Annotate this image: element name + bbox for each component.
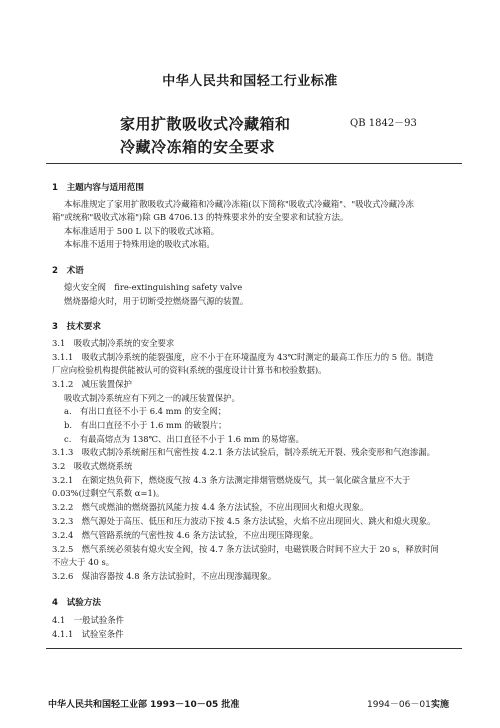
- section-1-para1-line2: 箱"或统称"吸收式冰箱")除 GB 4706.13 的特殊要求外的安全要求和试验方法。: [52, 212, 349, 222]
- list-item-b: b. 有出口直径不小于 1.6 mm 的破裂片；: [64, 420, 227, 430]
- clause-3-1: 3.1 吸收式制冷系统的安全要求: [52, 338, 175, 348]
- clause-4-1-1: 4.1.1 试验室条件: [52, 629, 124, 639]
- clause-3-1-2: 3.1.2 减压装置保护: [52, 379, 132, 389]
- clause-3-2-1-line1: 3.2.1 在额定热负荷下，燃烧废气按 4.3 条方法测定排烟管燃烧废气，其一氧化碳含量应不大于: [52, 475, 411, 485]
- clause-3-1-2-intro: 吸收式制冷系统应有下列之一的减压装置保护。: [64, 393, 240, 403]
- issuer-title: 中华人民共和国轻工行业标准: [162, 74, 338, 89]
- implementation-label: 实施: [431, 700, 450, 710]
- term-entry: 熄火安全阀 fire-extinguishing safety valve: [64, 282, 243, 292]
- header-rule: [46, 163, 462, 164]
- approval-statement: 中华人民共和国轻工业部 1993－10－05 批准: [48, 700, 240, 710]
- standard-number: QB 1842－93: [350, 118, 417, 129]
- footer-rule: [46, 648, 462, 649]
- clause-3-1-1-line1: 3.1.1 吸收式制冷系统的能裂强度，应不小于在环境温度为 43℃时测定的最高工作压力的 5 倍。制造: [52, 352, 434, 362]
- clause-3-2-4: 3.2.4 燃气管路系统的气密性按 4.6 条方法试验，不应出现压降现象。: [52, 530, 319, 540]
- section-2-heading: 2 术语: [52, 266, 84, 276]
- clause-3-1-1-line2: 厂应向检验机构提供能被认可的资料(系统的强度设计计算书和校验数据)。: [52, 365, 327, 375]
- clause-3-2-3: 3.2.3 燃气源处于高压、低压和压力波动下按 4.5 条方法试验，火焰不应出现回火、跳火和熄火现象。: [52, 516, 436, 526]
- section-3-heading: 3 技术要求: [52, 322, 101, 332]
- clause-3-1-3: 3.1.3 吸收式制冷系统耐压和气密性按 4.2.1 条方法试验后，制冷系统无开裂、残余变形和气泡渗漏。: [52, 447, 435, 457]
- clause-3-2-5-line1: 3.2.5 燃气系统必须装有熄火安全阀，按 4.7 条方法试验时，电磁铁吸合时间不应大于 20 s，释放时间: [52, 544, 439, 554]
- section-4-heading: 4 试验方法: [52, 598, 101, 608]
- implementation-date: 1994－06－01: [367, 700, 431, 710]
- clause-3-2-1-line2: 0.03%(过剩空气系数 α=1)。: [52, 488, 165, 498]
- clause-3-2: 3.2 吸收式燃烧系统: [52, 461, 133, 471]
- document-title-line1: 家用扩散吸收式冷藏箱和: [120, 115, 291, 133]
- clause-3-2-6: 3.2.6 煤油容器按 4.8 条方法试验时，不应出现渗漏现象。: [52, 571, 277, 581]
- section-1-para3: 本标准不适用于特殊用途的吸收式冰箱。: [64, 239, 215, 249]
- clause-3-2-2: 3.2.2 燃气或燃油的燃烧器抗风能力按 4.4 条方法试验，不应出现回火和熄火现象。: [52, 502, 369, 512]
- term-definition: 燃烧器熄火时，用于切断受控燃烧器气源的装置。: [64, 296, 249, 306]
- section-1-para2: 本标准适用于 500 L 以下的吸收式冰箱。: [64, 226, 220, 236]
- list-item-a: a. 有出口直径不小于 6.4 mm 的安全阀；: [64, 406, 227, 416]
- document-title-line2: 冷藏冷冻箱的安全要求: [120, 138, 276, 156]
- section-1-para1-line1: 本标准规定了家用扩散吸收式冷藏箱和冷藏冷冻箱(以下简称"吸收式冷藏箱"、"吸收式冷藏冷冻: [64, 199, 414, 209]
- list-item-c: c. 有最高熔点为 138℃、出口直径不小于 1.6 mm 的易熔塞。: [64, 434, 305, 444]
- section-1-heading: 1 主题内容与适用范围: [52, 183, 144, 193]
- clause-3-2-5-line2: 不应大于 40 s。: [52, 557, 115, 567]
- clause-4-1: 4.1 一般试验条件: [52, 615, 124, 625]
